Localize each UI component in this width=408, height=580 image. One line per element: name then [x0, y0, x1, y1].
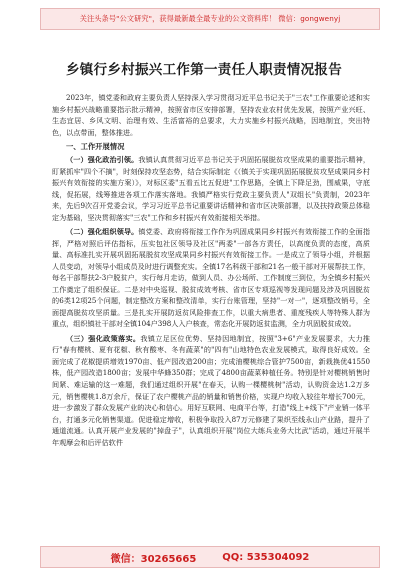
item-policy-implementation — [52, 333, 370, 448]
item-political-guidance — [52, 154, 370, 223]
item-lead: （一）强化政治引领。 — [66, 155, 139, 165]
top-promo-banner — [40, 8, 380, 30]
item-text: 我镇立足区位优势、坚持因地制宜，按照"3+6"产业发展要求，大力推行"春有樱桃、夏有花椒、秋有酸枣、冬有蔬菜"的"四有"山地特色农业发展模式，取得良好成效。全面完成了花椒提质增效1970亩、低产园改造200亩；完成油樱桃综合管护7500亩，新栽换优41550株，低产园改造1800亩；发展中华蜂350群；完成了4800亩蔬菜种植任务。特别是针对樱桃销售时间紧、难运输的这一难题，我们通过组织开展"在春天，认购一棵樱桃树"活动，认购资金达1.2万多元，销售樱桃1.8万余斤，保证了农户樱桃产品的销量和销售价格，实现户均收入较往年增长700元，进一步激发了群众发展产业的决心和信心。用好互联网、电商平台等，打造"线上+线下"产业销一体平台，打通多元化销售渠道。促进稳定增收，积极争取投入87万元修建了果织至线永山产业路，提升了通道流通。认真开展产业发展的"掉盘子"，认真组织开展"岗位大练兵业务大比武"活动，通过开展半年观摩会和后评估软件 — [52, 333, 370, 447]
item-text: 镇党委、政府将衔接工作作为巩固成果同乡村振兴有效衔接工作的全面指挥，严格对照后评估指标，压实包社区领导及社区"两委"一部各方责任，以高度负责的态度，高质量、高标准扎实开展巩固拓展脱贫攻坚成果同乡村振兴有效衔接工作。一是成立了领导小组，并根据人员变动，对领导小组成员及时进行调整充实。全镇17名科级干部和21名一般干部对开展帮扶工作，每名干部帮扶2-3户脱贫户，实行每月走访，做到人员、办公场所、工作制度三到位，为全镇乡村振兴工作奠定了组织保证。二是对中央巡视、脱贫成效考核、省市区专项巡视等发现问题及涉及巩固脱贫的6类12项25个问题，制定整改方案和整改清单，实行台账管理，坚持"一对一"，逐项整改销号，全面提高脱贫攻坚质量。三是扎实开展防返贫风险排查工作，以重大病患者、重度残疾人等特殊人群为重点，组织镇社干部对全镇104户398人入户核查，常态化开展防返贫监测，全力巩固脱贫成效。 — [52, 227, 371, 329]
item-lead: （二）强化组织领导。 — [66, 227, 139, 237]
page-title: 乡镇行乡村振兴工作第一责任人职责情况报告 — [66, 62, 342, 78]
item-text: 我镇认真贯彻习近平总书记关于巩固拓展脱贫攻坚成果的重要指示精神，盯紧抓牢"四个不摘"，时刻保持攻坚态势，结合实际制定《（镇关于实现巩固拓展脱贫攻坚成果同乡村振兴有效衔接的实施方案）》，对标区委"五看五比五促进"工作思路，全镇上下降足劲，围威果，守底线，促拓展，线筹推进各项工作落实落地。我镇严格实行党政主要负责人"双组长"负责制，2023年来，先后9次召开党委会议，学习习近平总书记重要讲话精神和省市区决策部署，以及扶持政策总体稳定为基础，坚决贯彻落实"三农"工作和乡村振兴有效衔接相关举措。 — [52, 155, 371, 222]
top-promo-text: 关注头条号"公文研究"，获得最新最全最专业的公文资料库！ 微信：gongwenyj — [79, 14, 341, 23]
item-lead: （三）强化政策落实。 — [66, 333, 141, 343]
bottom-contact-banner — [40, 546, 380, 568]
qq-contact: QQ: 535304092 — [222, 551, 310, 563]
item-organizational-leadership — [52, 226, 370, 330]
weixin-contact: 微信：30265665 — [110, 553, 197, 565]
report-body — [52, 92, 370, 451]
intro-paragraph: 2023年，镇党委和政府主要负责人坚持深入学习贯彻习近平总书记关于"三农"工作重要论述和实施乡村振兴战略重要指示批示精神，按照省市区安排部署，坚持农业农村优先发展，按照产业兴旺、生态宜居、乡风文明、治理有效、生活富裕的总要求，大力实施乡村振兴战略，因地制宜，突出特色，以点带面，整体推进。 — [52, 93, 370, 137]
section-heading-work: 一、工作开展情况 — [66, 141, 125, 151]
